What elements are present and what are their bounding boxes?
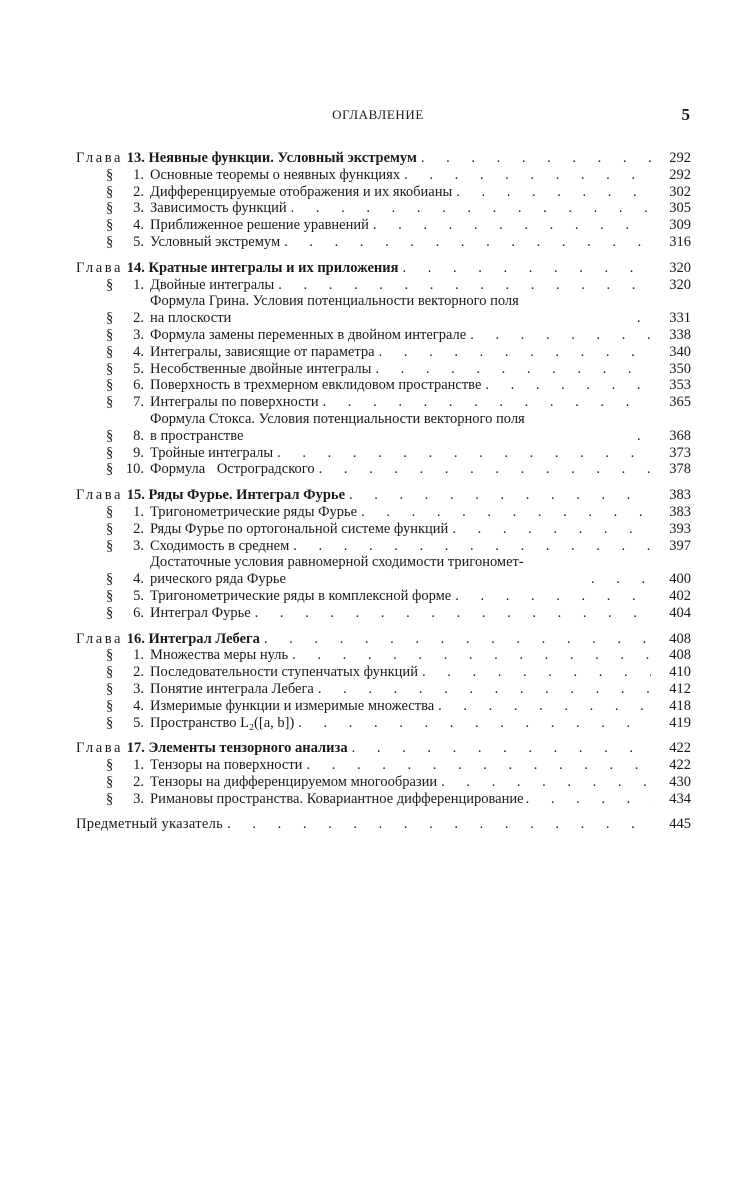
section-number: 3.: [133, 326, 144, 343]
chapter-number: 13.: [126, 150, 145, 166]
page-ref: 309: [669, 217, 691, 234]
section-sign: §: [106, 520, 114, 537]
page-ref: 320: [669, 276, 691, 293]
section-number: 1.: [133, 166, 144, 183]
chapter-prefix: Глава: [76, 150, 124, 166]
dot-leader: [278, 277, 651, 294]
dot-leader: [291, 200, 651, 217]
toc-section[interactable]: [76, 605, 691, 622]
page-header: [0, 105, 756, 127]
chapter-title: Интеграл Лебега: [148, 630, 260, 647]
toc-chapter-17[interactable]: [76, 740, 691, 757]
toc-section[interactable]: [76, 791, 691, 808]
section-sign: §: [106, 233, 114, 250]
page-ref: 368: [669, 427, 691, 444]
section-number: 10.: [125, 461, 144, 478]
section-title: Тригонометрические ряды Фурье: [150, 503, 358, 520]
page-ref: 316: [669, 233, 691, 250]
section-sign: §: [106, 790, 114, 807]
section-sign: §: [106, 276, 114, 293]
dot-leader: [526, 791, 653, 808]
dot-leader: [452, 521, 651, 538]
toc-section[interactable]: [76, 681, 691, 698]
section-title: Поверхность в трехмерном евклидовом пространстве: [150, 377, 482, 394]
dot-leader: [227, 816, 651, 833]
page-ref: 331: [669, 310, 691, 327]
section-title: Римановы пространства. Ковариантное дифференцирование: [150, 790, 524, 807]
section-number: 1.: [133, 757, 144, 774]
section-title: Пространство L₂([a, b]): [150, 714, 295, 731]
section-title: Дифференцируемые отображения и их якобианы: [150, 183, 453, 200]
section-title: Интегралы по поверхности: [150, 394, 319, 411]
page-ref: 292: [669, 150, 691, 166]
page-ref: 340: [669, 343, 691, 360]
dot-leader: [284, 234, 651, 251]
chapter-title: Элементы тензорного анализа: [148, 740, 348, 757]
dot-leader: [352, 740, 651, 757]
page-ref: 305: [669, 200, 691, 217]
section-number: 4.: [133, 571, 144, 588]
dot-leader: [470, 327, 651, 344]
section-sign: §: [106, 183, 114, 200]
section-sign: §: [106, 571, 114, 588]
section-title: Тригонометрические ряды в комплексной форме: [150, 587, 452, 604]
page-ref: 383: [669, 487, 691, 504]
section-title: Измеримые функции и измеримые множества: [150, 697, 435, 714]
toc-section[interactable]: [76, 461, 691, 478]
page-ref: 302: [669, 183, 691, 200]
toc-section[interactable]: [76, 234, 691, 251]
toc-section[interactable]: [76, 774, 691, 791]
dot-leader: [402, 260, 651, 277]
dot-leader: [292, 647, 651, 664]
section-sign: §: [106, 757, 114, 774]
toc-section[interactable]: [76, 361, 691, 378]
chapter-number: 17.: [126, 740, 145, 757]
section-number: 2.: [133, 520, 144, 537]
running-title: ОГЛАВЛЕНИЕ: [332, 107, 424, 122]
section-number: 4.: [133, 697, 144, 714]
section-sign: §: [106, 217, 114, 234]
page-ref: 393: [669, 520, 691, 537]
section-sign: §: [106, 310, 114, 327]
dot-leader: [404, 167, 651, 184]
section-title: Тензоры на поверхности: [150, 757, 303, 774]
page-ref: 422: [669, 757, 691, 774]
section-number: 8.: [133, 427, 144, 444]
section-title: Несобственные двойные интегралы: [150, 360, 372, 377]
dot-leader: [421, 150, 651, 167]
section-number: 3.: [133, 790, 144, 807]
toc-chapter-16[interactable]: [76, 631, 691, 648]
section-sign: §: [106, 503, 114, 520]
page-ref: 408: [669, 647, 691, 664]
section-sign: §: [106, 537, 114, 554]
section-title: Тензоры на дифференцируемом многообразии: [150, 773, 438, 790]
dot-leader: [255, 605, 651, 622]
page-ref: 434: [669, 790, 691, 807]
chapter-number: 15.: [126, 487, 145, 504]
toc-section[interactable]: [76, 757, 691, 774]
section-sign: §: [106, 647, 114, 664]
section-sign: §: [106, 343, 114, 360]
toc-chapter-14[interactable]: [76, 260, 691, 277]
toc-section[interactable]: [76, 538, 691, 555]
section-number: 2.: [133, 183, 144, 200]
section-sign: §: [106, 680, 114, 697]
toc-subject-index[interactable]: [76, 816, 691, 833]
dot-leader: [456, 184, 651, 201]
page-number: 5: [681, 105, 690, 124]
section-title: Основные теоремы о неявных функциях: [150, 166, 401, 183]
section-title: Множества меры нуль: [150, 647, 289, 664]
section-sign: §: [106, 360, 114, 377]
section-number: 1.: [133, 276, 144, 293]
page-ref: 404: [669, 604, 691, 621]
dot-leader: [306, 757, 651, 774]
section-number: 4.: [133, 343, 144, 360]
page-ref: 292: [669, 166, 691, 183]
section-number: 2.: [133, 773, 144, 790]
section-title-continued: в пространстве: [150, 427, 244, 444]
dot-leader: [293, 538, 651, 555]
dot-leader: [373, 217, 651, 234]
section-sign: §: [106, 166, 114, 183]
toc-section[interactable]: [76, 664, 691, 681]
dot-leader: [277, 445, 651, 462]
toc-section[interactable]: [76, 647, 691, 664]
section-number: 3.: [133, 200, 144, 217]
section-title: Формула замены переменных в двойном интеграле: [150, 326, 467, 343]
section-number: 5.: [133, 587, 144, 604]
toc-section[interactable]: [76, 504, 691, 521]
dot-leader: [323, 394, 651, 411]
section-sign: §: [106, 587, 114, 604]
page-ref: 378: [669, 461, 691, 478]
chapter-prefix: Глава: [76, 487, 124, 504]
section-title: Сходимость в среднем: [150, 537, 290, 554]
section-sign: §: [106, 714, 114, 731]
section-title: Интегралы, зависящие от параметра: [150, 343, 375, 360]
toc-section[interactable]: [76, 167, 691, 184]
toc-section[interactable]: [76, 293, 691, 327]
chapter-title: Ряды Фурье. Интеграл Фурье: [148, 487, 346, 504]
toc-section[interactable]: [76, 394, 691, 411]
page-ref: 422: [669, 740, 691, 757]
section-number: 1.: [133, 647, 144, 664]
section-title: Зависимость функций: [150, 200, 287, 217]
section-number: 4.: [133, 217, 144, 234]
toc-section[interactable]: [76, 217, 691, 234]
toc-section[interactable]: [76, 445, 691, 462]
page-ref: 412: [669, 680, 691, 697]
dot-leader: [455, 588, 651, 605]
section-sign: §: [106, 377, 114, 394]
page-ref: 353: [669, 377, 691, 394]
section-number: 2.: [133, 310, 144, 327]
dot-leader: [375, 361, 651, 378]
page-ref: 400: [669, 571, 691, 588]
section-sign: §: [106, 394, 114, 411]
section-number: 3.: [133, 680, 144, 697]
section-title: Условный экстремум: [150, 233, 281, 250]
section-sign: §: [106, 664, 114, 681]
dot-leader: [637, 428, 651, 445]
chapter-title: Неявные функции. Условный экстремум: [148, 150, 417, 166]
dot-leader: [361, 504, 651, 521]
section-number: 3.: [133, 537, 144, 554]
dot-leader: [379, 344, 651, 361]
section-title-continued: на плоскости: [150, 310, 232, 327]
index-title: Предметный указатель: [76, 816, 224, 833]
toc-section[interactable]: [76, 377, 691, 394]
dot-leader: [349, 487, 651, 504]
toc-chapter-15[interactable]: [76, 487, 691, 504]
dot-leader: [319, 461, 651, 478]
page-ref: 365: [669, 394, 691, 411]
section-sign: §: [106, 697, 114, 714]
dot-leader: [264, 631, 651, 648]
toc-chapter-13[interactable]: [76, 150, 691, 167]
chapter-prefix: Глава: [76, 259, 124, 276]
toc-section[interactable]: [76, 715, 691, 732]
page-ref: 419: [669, 714, 691, 731]
section-sign: §: [106, 427, 114, 444]
dot-leader: [441, 774, 651, 791]
section-title: Тройные интегралы: [150, 444, 274, 461]
page-ref: 320: [669, 259, 691, 276]
toc-section[interactable]: [76, 184, 691, 201]
section-number: 1.: [133, 503, 144, 520]
section-title: Достаточные условия равномерной сходимости тригономет-: [150, 554, 524, 571]
section-number: 6.: [133, 377, 144, 394]
page-ref: 408: [669, 630, 691, 647]
toc-section[interactable]: [76, 554, 691, 588]
section-title-continued: рического ряда Фурье: [150, 571, 286, 588]
section-sign: §: [106, 461, 114, 478]
dot-leader: [422, 664, 651, 681]
chapter-number: 16.: [126, 630, 145, 647]
section-number: 7.: [133, 394, 144, 411]
section-number: 6.: [133, 604, 144, 621]
page-ref: 350: [669, 360, 691, 377]
section-title: Формула Стокса. Условия потенциальности векторного поля: [150, 410, 525, 427]
chapter-prefix: Глава: [76, 630, 124, 647]
section-title: Формула Грина. Условия потенциальности векторного поля: [150, 293, 519, 310]
dot-leader: [318, 681, 651, 698]
section-number: 9.: [133, 444, 144, 461]
toc-section[interactable]: [76, 277, 691, 294]
page-ref: 402: [669, 587, 691, 604]
page-ref: 338: [669, 326, 691, 343]
table-of-contents: [76, 150, 691, 833]
page-ref: 418: [669, 697, 691, 714]
section-title: Ряды Фурье по ортогональной системе функций: [150, 520, 449, 537]
page-ref: 410: [669, 664, 691, 681]
chapter-prefix: Глава: [76, 740, 124, 757]
dot-leader: [485, 377, 651, 394]
toc-section[interactable]: [76, 588, 691, 605]
section-title: Понятие интеграла Лебега: [150, 680, 314, 697]
chapter-title: Кратные интегралы и их приложения: [148, 259, 399, 276]
dot-leader: [298, 715, 651, 732]
section-number: 5.: [133, 233, 144, 250]
dot-leader: [637, 310, 651, 327]
section-title: Двойные интегралы: [150, 276, 275, 293]
page-ref: 445: [669, 816, 691, 833]
section-sign: §: [106, 773, 114, 790]
section-number: 2.: [133, 664, 144, 681]
section-sign: §: [106, 444, 114, 461]
toc-section[interactable]: [76, 327, 691, 344]
dot-leader: [591, 571, 651, 588]
toc-section[interactable]: [76, 200, 691, 217]
page-ref: 373: [669, 444, 691, 461]
chapter-number: 14.: [126, 259, 145, 276]
toc-section[interactable]: [76, 411, 691, 445]
section-number: 5.: [133, 360, 144, 377]
section-sign: §: [106, 326, 114, 343]
section-number: 5.: [133, 714, 144, 731]
section-title: Приближенное решение уравнений: [150, 217, 369, 234]
section-title: Формула Остроградского: [150, 461, 315, 478]
page-ref: 430: [669, 773, 691, 790]
dot-leader: [438, 698, 651, 715]
page-ref: 397: [669, 537, 691, 554]
toc-section[interactable]: [76, 521, 691, 538]
section-title: Последовательности ступенчатых функций: [150, 664, 418, 681]
section-sign: §: [106, 200, 114, 217]
section-sign: §: [106, 604, 114, 621]
page-ref: 383: [669, 503, 691, 520]
section-title: Интеграл Фурье: [150, 604, 251, 621]
toc-section[interactable]: [76, 344, 691, 361]
toc-section[interactable]: [76, 698, 691, 715]
